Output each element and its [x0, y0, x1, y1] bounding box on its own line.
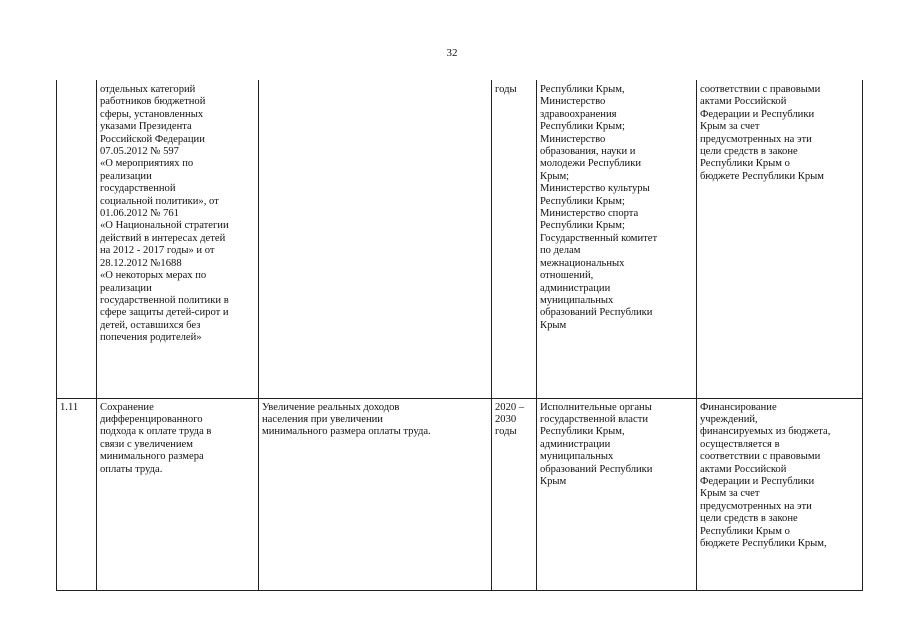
row-number-cell [57, 80, 97, 398]
executors-cell: Республики Крым, Министерство здравоохранения Республики Крым; Министерство образования, науки и молодежи Республики Крым; Министерство культуры Республики Крым; Министерство спорта Республики Крым; Государственный комитет по делам межнациональных отношений, администрации муниципальных образований Республики Крым [537, 80, 697, 398]
activity-cell: отдельных категорий работников бюджетной сферы, установленных указами Президента Российской Федерации 07.05.2012 № 597 «О мероприятиях по реализации государственной социальной политики», от 01.06.2012 № 761 «О Национальной стратегии действий в интересах детей на 2012 - 2017 годы» и от 28.12.2012 №1688 «О некоторых мерах по реализации государственной политики в сфере защиты детей-сирот и детей, оставшихся без попечения родителей» [97, 80, 259, 398]
activity-cell: Сохранение дифференцированного подхода к оплате труда в связи с увеличением минимального размера оплаты труда. [97, 398, 259, 590]
result-cell [259, 80, 492, 398]
executors-cell: Исполнительные органы государственной власти Республики Крым, администрации муниципальных образований Республики Крым [537, 398, 697, 590]
table-row [57, 398, 863, 590]
period-cell: годы [492, 80, 537, 398]
result-cell: Увеличение реальных доходов населения при увеличении минимального размера оплаты труда. [259, 398, 492, 590]
measures-table [56, 80, 863, 591]
table-row [57, 80, 863, 398]
row-number-cell: 1.11 [57, 398, 97, 590]
page-number: 32 [446, 47, 458, 59]
financing-cell: Финансирование учреждений, финансируемых из бюджета, осуществляется в соответствии с правовыми актами Российской Федерации и Республики Крым за счет предусмотренных на эти цели средств в законе Республики Крым о бюджете Республики Крым, [697, 398, 863, 590]
financing-cell: соответствии с правовыми актами Российской Федерации и Республики Крым за счет предусмотренных на эти цели средств в законе Республики Крым о бюджете Республики Крым [697, 80, 863, 398]
period-cell: 2020 – 2030 годы [492, 398, 537, 590]
